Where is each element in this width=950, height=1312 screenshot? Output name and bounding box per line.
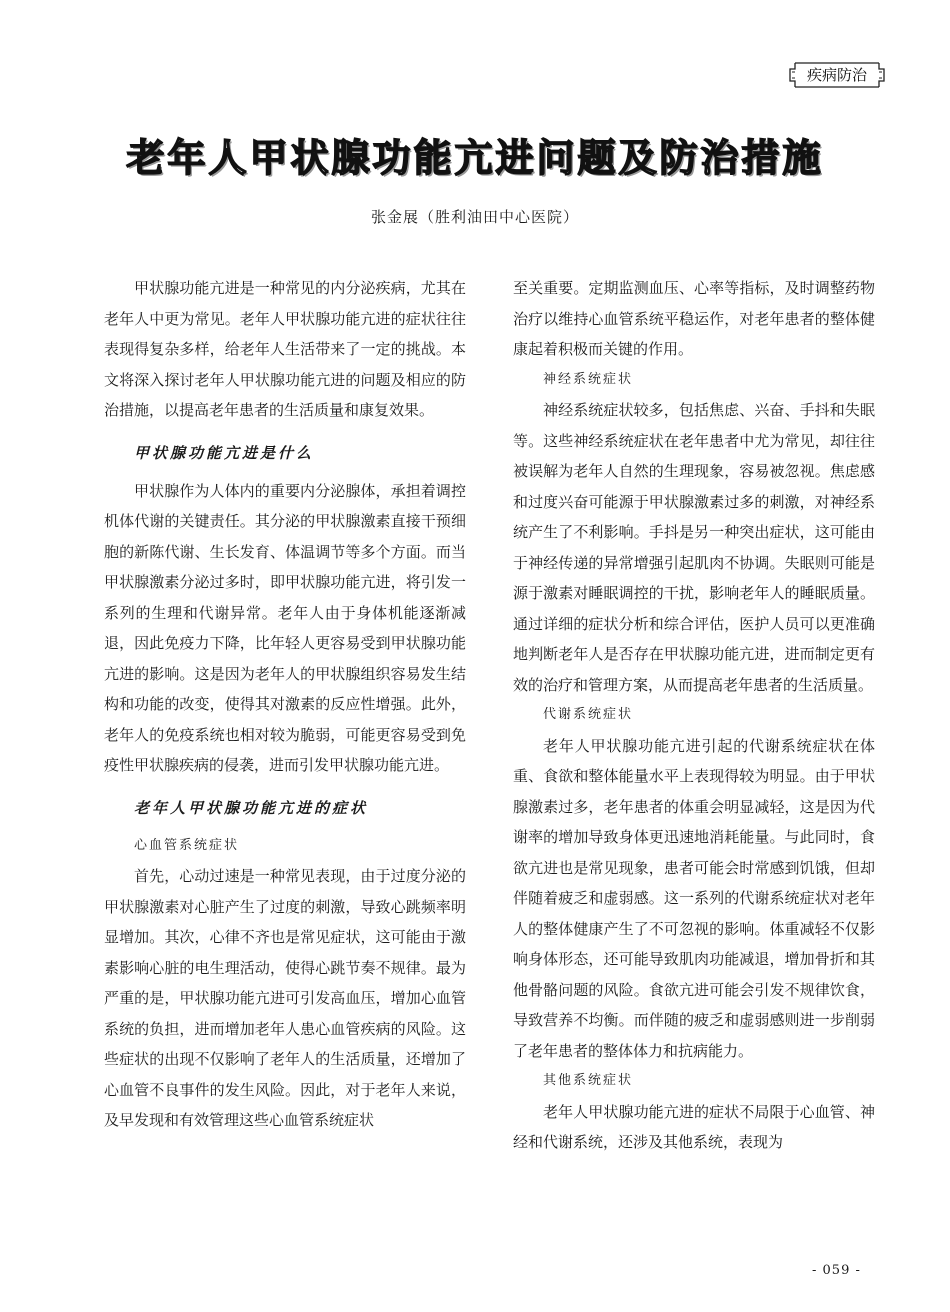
right-column xyxy=(513,273,875,1158)
subheading-other: 其他系统症状 xyxy=(543,1073,634,1088)
heading-what-is: 甲状腺功能亢进是什么 xyxy=(134,443,315,462)
page-number: - 059 - xyxy=(812,1263,861,1278)
section-tag xyxy=(787,60,887,90)
metabolic-paragraph: 老年人甲状腺功能亢进引起的代谢系统症状在体重、食欲和整体能量水平上表现得较为明显。由于甲状腺激素过多，老年患者的体重会明显减轻，这是因为代谢率的增加导致身体更迅速地消耗能量。与此同时，食欲亢进也是常见现象，患者可能会时常感到饥饿，但却伴随着疲乏和虚弱感。这一系列的代谢系统症状对老年人的整体健康产生了不可忽视的影响。体重减轻不仅影响身体形态，还可能导致肌肉功能减退，增加骨折和其他骨骼问题的风险。食欲亢进可能会引发不规律饮食，导致营养不均衡。而伴随的疲乏和虚弱感则进一步削弱了老年患者的整体体力和抗病能力。 xyxy=(513,736,875,1060)
subheading-nervous: 神经系统症状 xyxy=(543,371,634,387)
cardiovascular-continued: 至关重要。定期监测血压、心率等指标，及时调整药物治疗以维持心血管系统平稳运作，对老年患者的整体健康起着积极而关键的作用。 xyxy=(513,279,875,358)
nervous-paragraph: 神经系统症状较多，包括焦虑、兴奋、手抖和失眠等。这些神经系统症状在老年患者中尤为常见，却往往被误解为老年人自然的生理现象，容易被忽视。焦虑感和过度兴奋可能源于甲状腺激素过多的刺激，对神经系统产生了不利影响。手抖是另一种突出症状，这可能由于神经传递的异常增强引起肌肉不协调。失眠则可能是源于激素对睡眠调控的干扰，影响老年人的睡眠质量。通过详细的症状分析和综合评估，医护人员可以更准确地判断老年人是否存在甲状腺功能亢进，进而制定更有效的治疗和管理方案，从而提高老年患者的生活质量。 xyxy=(513,401,875,694)
left-column xyxy=(104,273,466,1136)
heading-symptoms: 老年人甲状腺功能亢进的症状 xyxy=(134,798,369,817)
cardiovascular-paragraph: 首先，心动过速是一种常见表现，由于过度分泌的甲状腺激素对心脏产生了过度的刺激，导致心跳频率明显增加。其次，心律不齐也是常见症状，这可能由于激素影响心脏的电生理活动，使得心跳节奏不规律。最为严重的是，甲状腺功能亢进可引发高血压，增加心血管系统的负担，进而增加老年人患心血管疾病的风险。这些症状的出现不仅影响了老年人的生活质量，还增加了心血管不良事件的发生风险。因此，对于老年人来说，及早发现和有效管理这些心血管系统症状 xyxy=(104,867,466,1129)
section-tag-label: 疾病防治 xyxy=(806,66,867,84)
other-paragraph: 老年人甲状腺功能亢进的症状不局限于心血管、神经和代谢系统，还涉及其他系统，表现为 xyxy=(513,1102,875,1151)
what-is-paragraph: 甲状腺作为人体内的重要内分泌腺体，承担着调控机体代谢的关键责任。其分泌的甲状腺激素直接干预细胞的新陈代谢、生长发育、体温调节等多个方面。而当甲状腺激素分泌过多时，即甲状腺功能亢进，将引发一系列的生理和代谢异常。老年人由于身体机能逐渐减退，因此免疫力下降，比年轻人更容易受到甲状腺功能亢进的影响。这是因为老年人的甲状腺组织容易发生结构和功能的改变，使得其对激素的反应性增强。此外，老年人的免疫系统也相对较为脆弱，可能更容易受到免疫性甲状腺疾病的侵袭，进而引发甲状腺功能亢进。 xyxy=(104,481,466,774)
intro-paragraph: 甲状腺功能亢进是一种常见的内分泌疾病，尤其在老年人中更为常见。老年人甲状腺功能亢进的症状往往表现得复杂多样，给老年人生活带来了一定的挑战。本文将深入探讨老年人甲状腺功能亢进的问题及相应的防治措施，以提高老年患者的生活质量和康复效果。 xyxy=(104,279,466,419)
author-byline: 张金展（胜利油田中心医院） xyxy=(370,208,579,226)
article-title: 老年人甲状腺功能亢进问题及防治措施 xyxy=(126,136,824,180)
subheading-cardiovascular: 心血管系统症状 xyxy=(134,837,240,853)
subheading-metabolic: 代谢系统症状 xyxy=(543,707,634,722)
